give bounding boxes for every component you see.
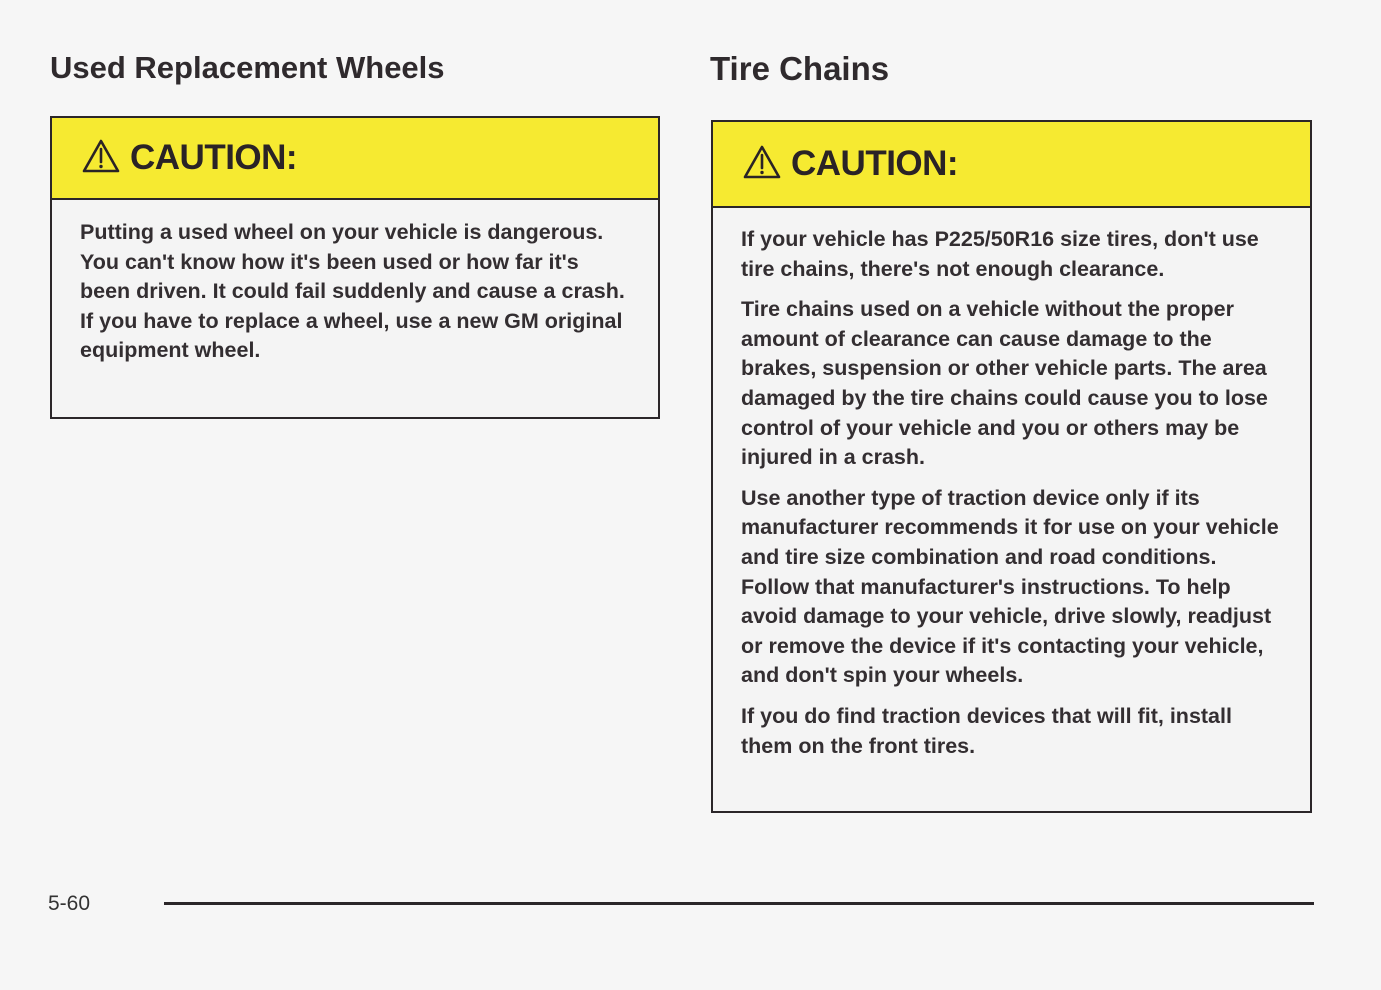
- page-number: 5-60: [48, 892, 91, 915]
- warning-triangle-icon: [743, 145, 781, 179]
- caution-box-tire-chains: [711, 120, 1312, 813]
- section-heading-used-replacement-wheels: Used Replacement Wheels: [50, 50, 445, 85]
- caution-paragraph: Tire chains used on a vehicle without the proper amount of clearance can cause damage to the brakes, suspension or other vehicle parts. The area damaged by the tire chains could cause you to lose control of your vehicle and you or others may be injured in a crash.: [741, 297, 1268, 470]
- caution-header: [713, 122, 1310, 208]
- caution-header: [52, 118, 658, 200]
- caution-body: [52, 200, 658, 387]
- caution-box-used-wheels: [50, 116, 660, 419]
- section-heading-tire-chains: Tire Chains: [710, 50, 890, 87]
- caution-body: [713, 208, 1310, 782]
- caution-paragraph: Putting a used wheel on your vehicle is dangerous. You can't know how it's been used or how far it's been driven. It could fail suddenly and cause a crash. If you have to replace a wheel, use a new GM original equipment wheel.: [80, 220, 625, 363]
- caution-paragraph: If you do find traction devices that will fit, install them on the front tires.: [741, 703, 1232, 758]
- caution-title: CAUTION:: [130, 138, 298, 177]
- warning-triangle-icon: [82, 139, 120, 173]
- caution-paragraph: Use another type of traction device only if its manufacturer recommends it for use on your vehicle and tire size combination and road conditions. Follow that manufacturer's instructions. To help avoid damage to your vehicle, drive slowly, readjust or remove the device if it's contacting your vehicle, and don't spin your wheels.: [741, 485, 1279, 688]
- caution-paragraph: If your vehicle has P225/50R16 size tires, don't use tire chains, there's not enough clearance.: [741, 227, 1259, 281]
- caution-title: CAUTION:: [791, 144, 959, 183]
- footer-rule: [164, 902, 1314, 905]
